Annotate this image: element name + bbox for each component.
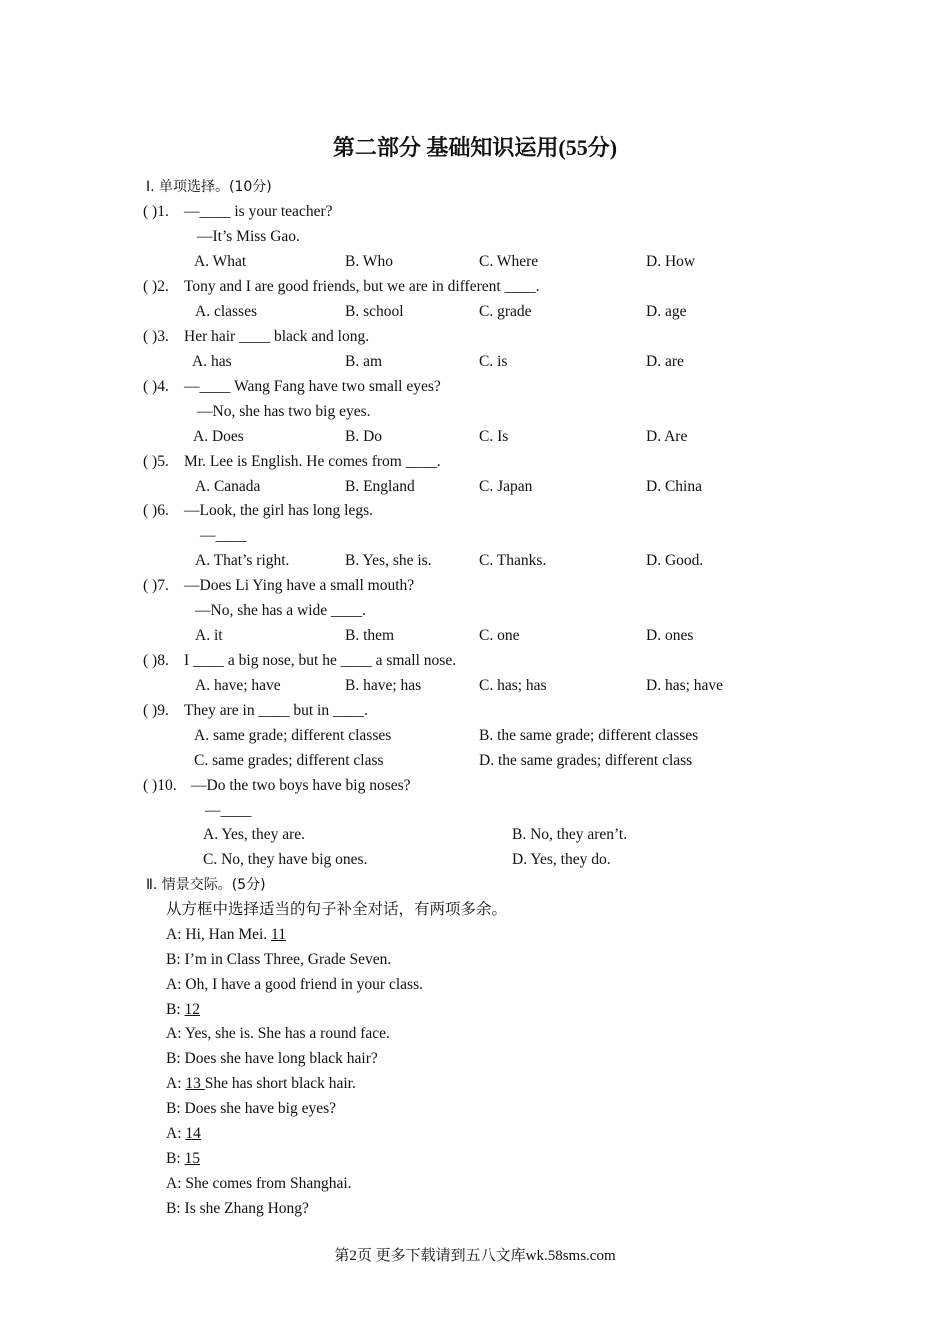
q10-option-c: C. No, they have big ones.	[203, 851, 368, 868]
q8-option-c: C. has; has	[479, 677, 547, 694]
answer-blank: 12	[184, 1001, 201, 1018]
q2-option-c: C. grade	[479, 303, 532, 320]
dialogue-line	[166, 1149, 200, 1169]
dialogue-speaker: B:	[166, 1001, 185, 1018]
dialogue-line	[166, 950, 391, 970]
q5-option-a: A. Canada	[195, 478, 261, 495]
q10-number: ( )10.	[143, 777, 177, 794]
q7-number: ( )7.	[143, 577, 169, 594]
dialogue-speaker: A:	[166, 1175, 186, 1192]
q4-option-d: D. Are	[646, 428, 688, 445]
q8-option-b: B. have; has	[345, 677, 422, 694]
dialogue-speaker: B:	[166, 1150, 185, 1167]
dialogue-line	[166, 975, 423, 995]
answer-blank: 13	[185, 1075, 205, 1092]
q8-option-a: A. have; have	[195, 677, 281, 694]
dialogue-text: Does she have big eyes?	[184, 1100, 337, 1117]
q2-option-d: D. age	[646, 303, 687, 320]
q9-option-d: D. the same grades; different class	[479, 752, 693, 769]
dialogue-text: Is she Zhang Hong?	[184, 1200, 309, 1217]
q3-option-b: B. am	[345, 353, 383, 370]
q6-stem2: —____	[200, 527, 247, 544]
dialogue-speaker: A:	[166, 926, 186, 943]
section2-instruction: 从方框中选择适当的句子补全对话，有两项多余。	[166, 901, 508, 918]
dialogue-speaker: B:	[166, 1050, 185, 1067]
q6-number: ( )6.	[143, 502, 169, 519]
q7-stem: —Does Li Ying have a small mouth?	[184, 577, 415, 594]
dialogue-speaker: B:	[166, 951, 185, 968]
q3-option-d: D. are	[646, 353, 684, 370]
q2-option-a: A. classes	[195, 303, 257, 320]
page-footer: 第2页 更多下载请到五八文库wk.58sms.com	[334, 1248, 616, 1264]
section1-heading: Ⅰ. 单项选择。(10分)	[146, 179, 272, 195]
q10-option-b: B. No, they aren’t.	[512, 826, 628, 843]
dialogue-text: I’m in Class Three, Grade Seven.	[184, 951, 392, 968]
q9-option-b: B. the same grade; different classes	[479, 727, 699, 744]
dialogue-text: Yes, she is. She has a round face.	[184, 1025, 390, 1042]
q10-option-d: D. Yes, they do.	[512, 851, 611, 868]
dialogue-speaker: B:	[166, 1200, 185, 1217]
dialogue-text: Hi, Han Mei.	[185, 926, 272, 943]
dialogue-speaker: B:	[166, 1100, 185, 1117]
q4-option-a: A. Does	[193, 428, 244, 445]
q10-stem: —Do the two boys have big noses?	[191, 777, 411, 794]
q5-option-d: D. China	[646, 478, 702, 495]
q4-stem2: —No, she has two big eyes.	[197, 403, 371, 420]
q9-stem: They are in ____ but in ____.	[184, 702, 368, 719]
q1-stem2: —It’s Miss Gao.	[197, 228, 300, 245]
q4-option-b: B. Do	[345, 428, 383, 445]
q8-stem: I ____ a big nose, but he ____ a small nose.	[184, 652, 457, 669]
dialogue-line	[166, 1000, 200, 1020]
section2-heading: Ⅱ. 情景交际。(5分)	[146, 877, 266, 893]
q6-option-a: A. That’s right.	[195, 552, 290, 569]
answer-blank: 15	[184, 1150, 201, 1167]
q3-stem: Her hair ____ black and long.	[184, 328, 370, 345]
dialogue-line	[166, 1199, 309, 1219]
dialogue-speaker: A:	[166, 1025, 185, 1042]
dialogue-line	[166, 1024, 390, 1044]
q4-number: ( )4.	[143, 378, 169, 395]
q7-option-a: A. it	[195, 627, 223, 644]
q7-option-b: B. them	[345, 627, 395, 644]
q5-stem: Mr. Lee is English. He comes from ____.	[184, 453, 441, 470]
q3-option-a: A. has	[192, 353, 232, 370]
q5-number: ( )5.	[143, 453, 169, 470]
q3-number: ( )3.	[143, 328, 169, 345]
q7-option-c: C. one	[479, 627, 520, 644]
q6-stem: —Look, the girl has long legs.	[184, 502, 373, 519]
q1-option-b: B. Who	[345, 253, 393, 270]
q1-number: ( )1.	[143, 203, 169, 220]
q3-option-c: C. is	[479, 353, 508, 370]
dialogue-line	[166, 1099, 336, 1119]
dialogue-text: Does she have long black hair?	[184, 1050, 378, 1067]
q4-stem: —____ Wang Fang have two small eyes?	[184, 378, 441, 395]
q10-stem2: —____	[205, 802, 252, 819]
dialogue-speaker: A:	[166, 1075, 186, 1092]
q5-option-c: C. Japan	[479, 478, 533, 495]
answer-blank: 11	[271, 926, 286, 943]
q8-option-d: D. has; have	[646, 677, 724, 694]
page-title: 第二部分 基础知识运用(55分)	[332, 135, 618, 160]
q6-option-b: B. Yes, she is.	[345, 552, 432, 569]
dialogue-line	[166, 1124, 201, 1144]
q9-number: ( )9.	[143, 702, 169, 719]
dialogue-text: She has short black hair.	[204, 1075, 356, 1092]
dialogue-speaker: A:	[166, 976, 186, 993]
q1-option-d: D. How	[646, 253, 696, 270]
q1-stem: —____ is your teacher?	[184, 203, 333, 220]
q2-option-b: B. school	[345, 303, 404, 320]
q6-option-c: C. Thanks.	[479, 552, 547, 569]
q10-option-a: A. Yes, they are.	[203, 826, 306, 843]
dialogue-line	[166, 1174, 352, 1194]
q9-option-c: C. same grades; different class	[194, 752, 384, 769]
dialogue-line	[166, 1049, 378, 1069]
q1-option-a: A. What	[194, 253, 247, 270]
dialogue-line	[166, 925, 286, 945]
q6-option-d: D. Good.	[646, 552, 704, 569]
dialogue-text: She comes from Shanghai.	[185, 1175, 352, 1192]
q7-option-d: D. ones	[646, 627, 694, 644]
dialogue-line	[166, 1074, 356, 1094]
answer-blank: 14	[185, 1125, 201, 1142]
dialogue-text: Oh, I have a good friend in your class.	[185, 976, 423, 993]
q2-stem: Tony and I are good friends, but we are in different ____.	[184, 278, 540, 295]
q4-option-c: C. Is	[479, 428, 509, 445]
q8-number: ( )8.	[143, 652, 169, 669]
q1-option-c: C. Where	[479, 253, 539, 270]
q5-option-b: B. England	[345, 478, 415, 495]
dialogue-speaker: A:	[166, 1125, 186, 1142]
q7-stem2: —No, she has a wide ____.	[195, 602, 366, 619]
q2-number: ( )2.	[143, 278, 169, 295]
q9-option-a: A. same grade; different classes	[194, 727, 392, 744]
